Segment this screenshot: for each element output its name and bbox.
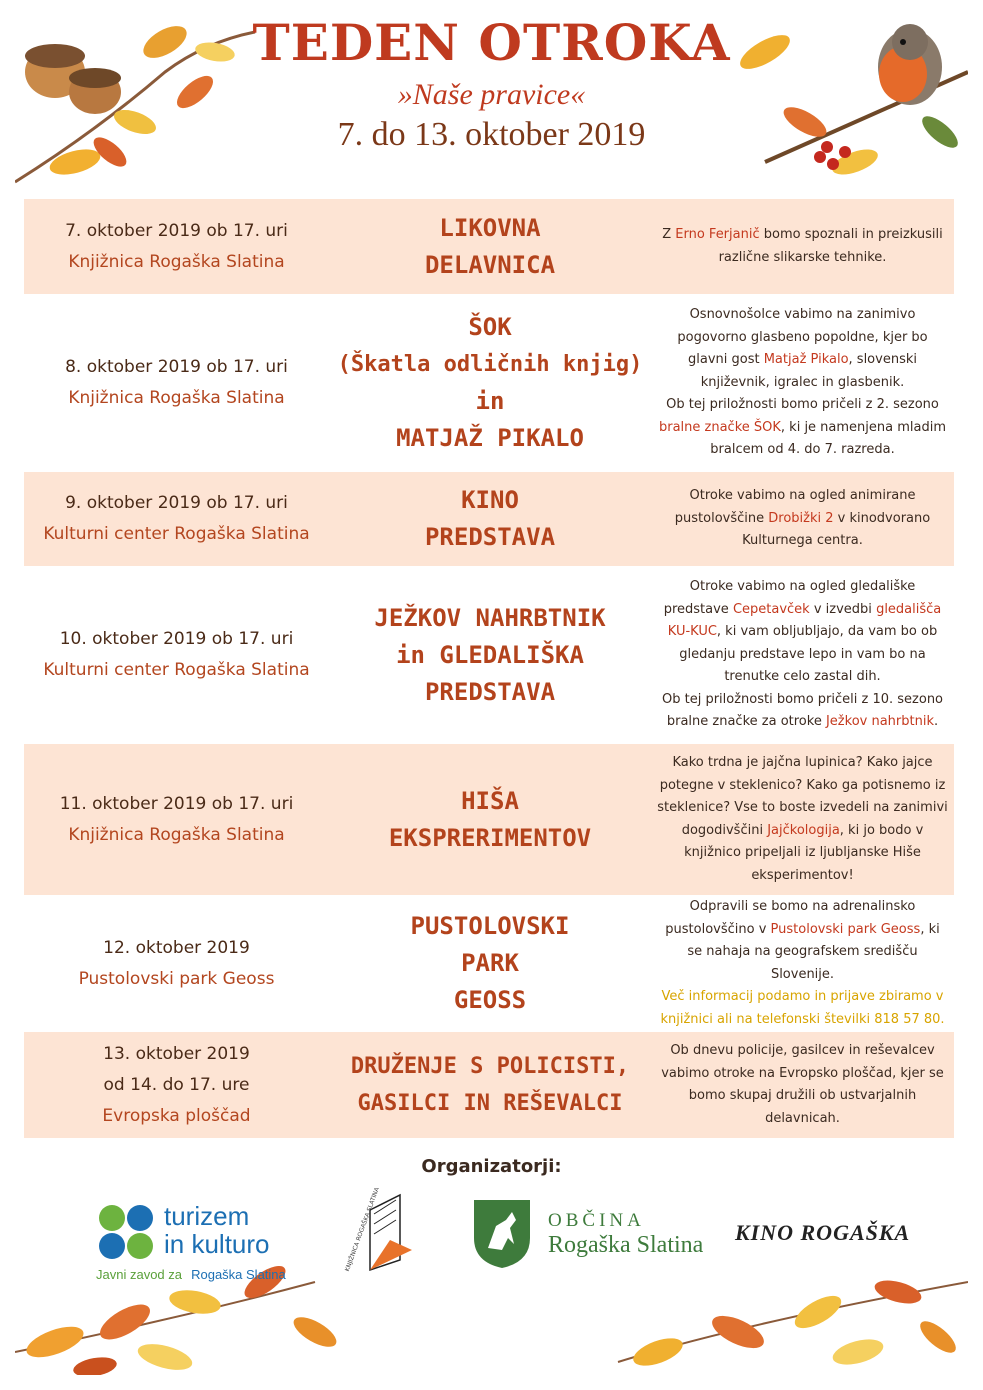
event-title-line: PREDSTAVA — [424, 523, 556, 551]
event-description-text: Odpravili se bomo na adrenalinsko pustolovščino v — [665, 899, 916, 937]
event-place: Evropska ploščad — [102, 1105, 251, 1126]
event-title-line: (Škatla odličnih knjig) — [337, 352, 643, 377]
event-description-text: , ki se nahaja na geografskem središču Slovenije. — [687, 921, 940, 982]
event-date: 13. oktober 2019 — [103, 1043, 250, 1064]
event-when — [24, 933, 329, 995]
event-place: Knjižnica Rogaška Slatina — [68, 251, 285, 272]
event-description-highlight: bralne značke ŠOK — [658, 419, 781, 435]
turizem-sub-line2: Rogaška Slatina — [191, 1267, 286, 1282]
event-description-text: Otroke vabimo na ogled gledališke predstave — [663, 579, 916, 617]
event-date: 7. oktober 2019 ob 17. uri — [65, 220, 288, 241]
event-date: 9. oktober 2019 ob 17. uri — [65, 493, 288, 513]
event-description-text: v izvedbi — [809, 601, 877, 617]
turizem-clover-icon — [96, 1202, 158, 1264]
knjiznica-logo-text: KNJIŽNICA ROGAŠKA SLATINA — [343, 1186, 381, 1273]
event-description — [651, 576, 954, 734]
event-row — [24, 568, 954, 744]
event-when — [24, 1039, 329, 1132]
event-place: Kulturni center Rogaška Slatina — [43, 524, 310, 544]
event-description-text: v kinodvorano Kulturnega centra. — [742, 510, 931, 549]
event-row — [24, 744, 954, 897]
knjiznica-logo — [330, 1186, 426, 1280]
event-description-highlight: Drobižki 2 — [768, 510, 834, 526]
event-description-text: Osnovnošolce vabimo na zanimivo pogovorno glasbeno popoldne, kjer bo glavni gost — [677, 307, 928, 368]
event-when — [24, 624, 329, 686]
event-date: 12. oktober 2019 — [103, 937, 250, 958]
poster-dates: 7. do 13. oktober 2019 — [337, 116, 646, 153]
event-row — [24, 296, 954, 472]
event-description-text: bomo spoznali in preizkusili različne slikarske tehnike. — [718, 227, 943, 265]
event-date: 8. oktober 2019 ob 17. uri — [65, 357, 288, 377]
turizem-name-line2: in kulturo — [164, 1229, 270, 1259]
obcina-logo-top: OBČINA — [548, 1210, 645, 1231]
event-title-line: DRUŽENJE S POLICISTI, — [350, 1054, 630, 1079]
event-description — [651, 304, 954, 462]
event-description-text: , ki jo bodo v knjižnico pripeljali iz ljubljanske Hiše eksperimentov! — [684, 822, 924, 883]
event-title-line: PUSTOLOVSKI — [410, 912, 570, 940]
event-title-line: JEŽKOV NAHRBTNIK — [374, 603, 606, 632]
organizers-logos — [0, 1186, 983, 1282]
event-row — [24, 897, 954, 1032]
event-title — [329, 1048, 651, 1122]
event-title — [329, 908, 651, 1019]
event-description-text: Ob tej priložnosti bomo pričeli z 2. sezono — [666, 397, 939, 413]
organizers-label: Organizatorji: — [421, 1156, 562, 1177]
event-row — [24, 199, 954, 296]
event-description — [651, 485, 954, 553]
event-row — [24, 1032, 954, 1140]
event-title-line: MATJAŽ PIKALO — [396, 424, 584, 452]
event-date: od 14. do 17. ure — [103, 1074, 250, 1095]
event-description-text: Ob dnevu policije, gasilcev in reševalcev vabimo otroke na Evropsko ploščad, kjer se bomo skupaj družili ob ustvarjalnih delavnicah. — [661, 1043, 944, 1126]
event-title — [329, 210, 651, 284]
event-place: Kulturni center Rogaška Slatina — [43, 660, 310, 680]
event-when — [24, 352, 329, 414]
event-description-highlight: Ježkov nahrbtnik — [825, 714, 934, 730]
event-title-line: in GLEDALIŠKA — [396, 640, 584, 669]
event-title-line: in — [475, 387, 505, 415]
event-place: Knjižnica Rogaška Slatina — [68, 388, 285, 408]
event-description — [651, 224, 954, 269]
event-description-text: Z — [662, 227, 676, 242]
event-description-highlight: Pustolovski park Geoss — [770, 921, 921, 937]
event-description-text: Ob tej priložnosti bomo pričeli z 10. sezono bralne značke za otroke — [661, 691, 944, 730]
event-description-text: Kako trdna je jajčna lupinica? Kako jajce potegne v steklenico? Kako ga potisnemo iz steklenice? Vse to boste izvedeli na zanimivi dogodivščini — [657, 755, 948, 838]
event-title-line: PREDSTAVA — [424, 677, 556, 706]
event-description — [651, 896, 954, 1031]
event-description-highlight: gledališča KU-KUC — [667, 601, 942, 640]
event-description-text: Več informacij podamo in prijave zbiramo v knjižnici ali na telefonski številki 818 57 80. — [660, 989, 945, 1027]
poster-subtitle: »Naše pravice« — [397, 78, 586, 111]
event-place: Pustolovski park Geoss — [78, 968, 275, 989]
event-when — [24, 789, 329, 851]
event-description-highlight: Cepetavček — [732, 601, 810, 617]
turizem-sub-line1: Javni zavod za — [96, 1267, 182, 1282]
obcina-coat-of-arms-icon — [472, 1198, 532, 1270]
event-description-text: . — [934, 714, 939, 730]
event-title-line: KINO — [461, 486, 519, 514]
event-description — [651, 752, 954, 887]
event-title-line: EKSPRERIMENTOV — [388, 823, 592, 852]
event-title — [329, 783, 651, 857]
event-title — [329, 600, 651, 711]
event-title-line: GASILCI IN REŠEVALCI — [357, 1091, 623, 1116]
event-date: 11. oktober 2019 ob 17. uri — [59, 793, 294, 814]
event-description-highlight: Matjaž Pikalo — [763, 352, 849, 368]
event-description-text: , slovenski književnik, igralec in glasbenik. — [700, 352, 917, 390]
event-title-line: LIKOVNA — [439, 213, 541, 242]
event-title-line: ŠOK — [468, 313, 512, 341]
event-title-line: GEOSS — [453, 986, 527, 1014]
event-description-highlight: Erno Ferjanič — [675, 227, 760, 242]
poster-header — [0, 12, 983, 156]
event-place: Knjižnica Rogaška Slatina — [68, 824, 285, 845]
event-title — [329, 482, 651, 556]
turizem-name-line1: turizem — [164, 1201, 250, 1231]
events-table — [24, 199, 954, 1140]
event-title-line: HIŠA — [461, 786, 519, 815]
poster-title: TEDEN OTROKA — [252, 13, 731, 72]
kino-rogaska-logo: KINO ROGAŠKA — [735, 1220, 911, 1245]
event-description — [651, 1040, 954, 1130]
event-title-line: PARK — [461, 949, 519, 977]
event-description-highlight: Jajčkologija — [767, 822, 840, 838]
event-date: 10. oktober 2019 ob 17. uri — [59, 629, 294, 649]
event-description-text: Otroke vabimo na ogled animirane pustolovščine — [674, 488, 916, 526]
event-when — [24, 216, 329, 278]
event-row — [24, 472, 954, 568]
event-title — [329, 309, 651, 457]
event-description-text: , ki vam obljubljajo, da vam bo ob gledanju predstave lepo in vam bo na trenutke celo zastal dih. — [679, 624, 938, 685]
event-description-text: , ki je namenjena mladim bralcem od 4. do 7. razreda. — [710, 419, 947, 458]
event-title-line: DELAVNICA — [424, 250, 556, 279]
obcina-logo-bottom: Rogaška Slatina — [548, 1232, 704, 1258]
event-when — [24, 488, 329, 550]
